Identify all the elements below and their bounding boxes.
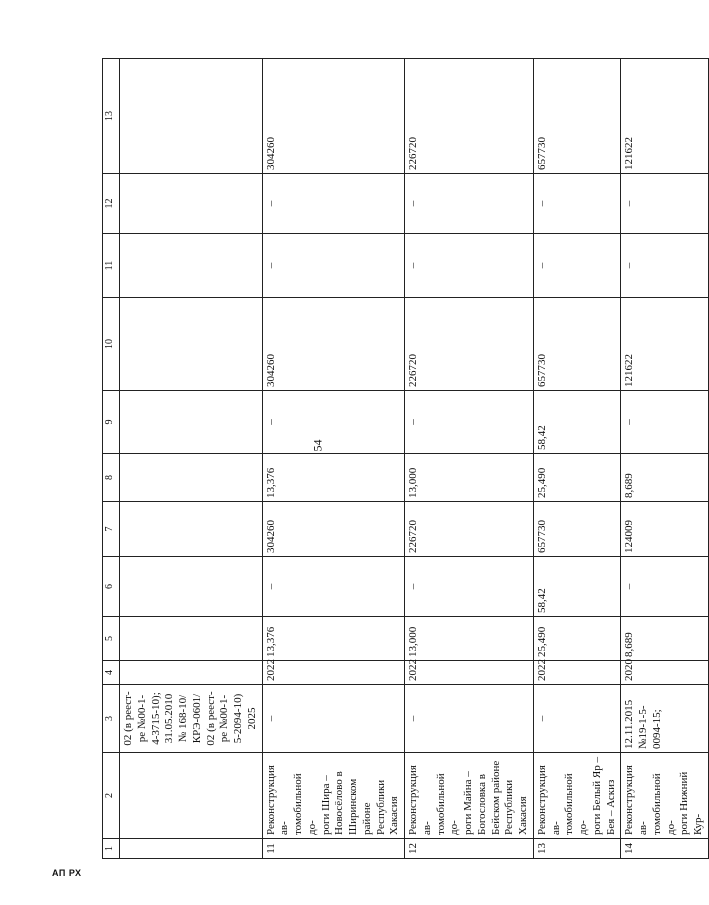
table-cell: 13 [533,839,621,859]
table-cell: 657730 [533,298,621,391]
table-cell: 2020 [621,661,709,685]
page-number: 54 [310,439,325,452]
table-cell: Реконструкция ав- томобильной до- роги Нижний Кур- [621,753,709,839]
table-cell: – [262,234,405,298]
document-stamp: АП РХ [52,868,82,878]
table-container [102,59,704,859]
table-cell: – [262,391,405,454]
column-header: 6 [103,557,120,617]
data-table [102,58,709,859]
table-cell: 13,000 [405,454,534,502]
table-row [405,59,534,859]
table-cell [120,502,263,557]
table-cell: 13,376 [262,454,405,502]
table-cell: 58,42 [533,391,621,454]
table-cell: – [405,685,534,753]
table-cell: – [405,391,534,454]
table-cell [120,617,263,661]
table-cell: Реконструкция ав- томобильной до- роги Майна – Богословка в Бейском районе Республики Хакасия [405,753,534,839]
table-cell: – [533,174,621,234]
table-cell: 304260 [262,502,405,557]
table-cell: 657730 [533,502,621,557]
column-number-row [103,59,120,859]
column-header: 2 [103,753,120,839]
column-header: 7 [103,502,120,557]
table-cell: 124009 [621,502,709,557]
table-cell: 121622 [621,298,709,391]
table-cell: – [533,685,621,753]
table-cell [120,454,263,502]
table-row [262,59,405,859]
table-cell: 657730 [533,59,621,174]
table-cell [120,234,263,298]
table-cell: Реконструкция ав- томобильной до- роги Белый Яр – Бея – Аскиз [533,753,621,839]
column-header: 4 [103,661,120,685]
table-cell [120,298,263,391]
table-cell [120,661,263,685]
column-header: 5 [103,617,120,661]
table-cell: 2022 [405,661,534,685]
table-cell [120,557,263,617]
table-cell: – [262,557,405,617]
column-header: 11 [103,234,120,298]
column-header: 1 [103,839,120,859]
table-cell: 11 [262,839,405,859]
table-cell: 121622 [621,59,709,174]
column-header: 8 [103,454,120,502]
column-header: 10 [103,298,120,391]
table-cell: 2022 [262,661,405,685]
column-header: 12 [103,174,120,234]
table-cell: 226720 [405,502,534,557]
table-cell [120,839,263,859]
table-cell: 25,490 [533,617,621,661]
rotated-table-area [102,59,704,859]
column-header: 3 [103,685,120,753]
table-cell: 226720 [405,59,534,174]
table-row [120,59,263,859]
table-cell [120,174,263,234]
table-cell [120,59,263,174]
table-row [533,59,621,859]
table-cell: – [533,234,621,298]
table-cell: – [621,391,709,454]
table-cell: – [262,685,405,753]
table-cell: 13,376 [262,617,405,661]
table-cell: 12 [405,839,534,859]
table-cell: 58,42 [533,557,621,617]
table-cell: – [405,174,534,234]
table-cell: 226720 [405,298,534,391]
table-cell: 8,689 [621,454,709,502]
table-cell: 13,000 [405,617,534,661]
table-cell: – [621,557,709,617]
table-cell [120,391,263,454]
table-cell: 02 (в реест- ре №00-1- 4-3715-10); 31.05.2010 № 168-10/ КРЭ-0601/ 02 (в реест- ре №00-1- 5-2094-10) 2025 [120,685,263,753]
column-header: 9 [103,391,120,454]
table-cell: 304260 [262,298,405,391]
table-cell: 304260 [262,59,405,174]
column-header: 13 [103,59,120,174]
table-cell: – [621,174,709,234]
table-cell: 2022 [533,661,621,685]
table-cell: 14 [621,839,709,859]
table-row [621,59,709,859]
table-cell: 25,490 [533,454,621,502]
table-cell: 12.11.2015 №19-1-5- 0094-15; [621,685,709,753]
table-cell: – [405,557,534,617]
table-cell: – [405,234,534,298]
table-cell: 8,689 [621,617,709,661]
table-cell: – [621,234,709,298]
table-cell: Реконструкция ав- томобильной до- роги Шира – Новосёлово в Ширинском районе Республики Хакасия [262,753,405,839]
table-cell [120,753,263,839]
table-cell: – [262,174,405,234]
